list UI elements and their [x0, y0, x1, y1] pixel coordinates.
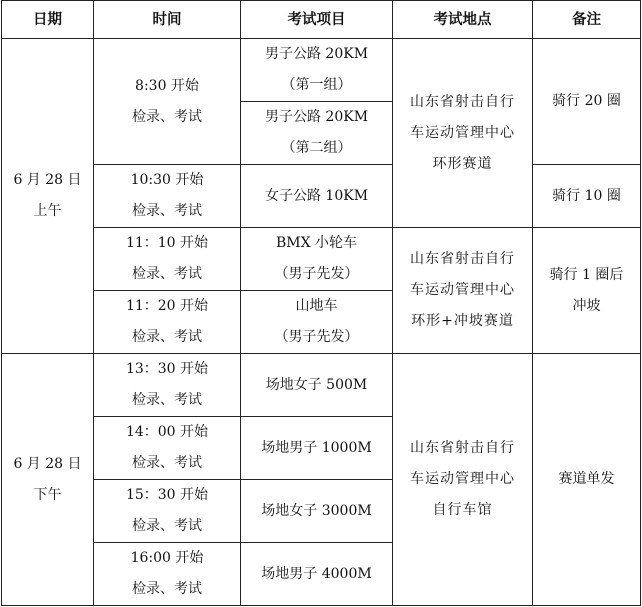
venue-cell: 山东省射击自行 车运动管理中心 环形赛道	[393, 39, 533, 228]
table-row	[2, 39, 641, 102]
header-event: 考试项目	[241, 1, 393, 39]
header-date: 日期	[2, 1, 94, 39]
table-row	[2, 165, 641, 228]
note-cell: 骑行 10 圈	[533, 165, 641, 228]
header-row	[2, 1, 641, 39]
exam-schedule-table	[1, 0, 641, 606]
table-row	[2, 228, 641, 291]
event-cell: 场地男子 1000M	[241, 417, 393, 480]
venue-cell: 山东省射击自行 车运动管理中心 环形+冲坡赛道	[393, 228, 533, 354]
event-cell: 男子公路 20KM （第二组）	[241, 102, 393, 165]
table-row	[2, 354, 641, 417]
time-cell: 11：10 开始 检录、考试	[94, 228, 241, 291]
note-cell: 赛道单发	[533, 354, 641, 606]
date-cell-afternoon: 6 月 28 日 下午	[2, 354, 94, 606]
time-cell: 14：00 开始 检录、考试	[94, 417, 241, 480]
event-cell: 女子公路 10KM	[241, 165, 393, 228]
event-cell: 场地女子 500M	[241, 354, 393, 417]
time-cell: 8:30 开始 检录、考试	[94, 39, 241, 165]
date-cell-morning: 6 月 28 日 上午	[2, 39, 94, 354]
time-cell: 13：30 开始 检录、考试	[94, 354, 241, 417]
event-cell: BMX 小轮车 （男子先发）	[241, 228, 393, 291]
time-cell: 10:30 开始 检录、考试	[94, 165, 241, 228]
time-cell: 11：20 开始 检录、考试	[94, 291, 241, 354]
header-time: 时间	[94, 1, 241, 39]
venue-cell: 山东省射击自行 车运动管理中心 自行车馆	[393, 354, 533, 606]
event-cell: 场地男子 4000M	[241, 543, 393, 606]
event-cell: 男子公路 20KM （第一组）	[241, 39, 393, 102]
note-cell: 骑行 1 圈后 冲坡	[533, 228, 641, 354]
time-cell: 15：30 开始 检录、考试	[94, 480, 241, 543]
event-cell: 场地女子 3000M	[241, 480, 393, 543]
note-cell: 骑行 20 圈	[533, 39, 641, 165]
event-cell: 山地车 （男子先发）	[241, 291, 393, 354]
header-venue: 考试地点	[393, 1, 533, 39]
header-note: 备注	[533, 1, 641, 39]
time-cell: 16:00 开始 检录、考试	[94, 543, 241, 606]
